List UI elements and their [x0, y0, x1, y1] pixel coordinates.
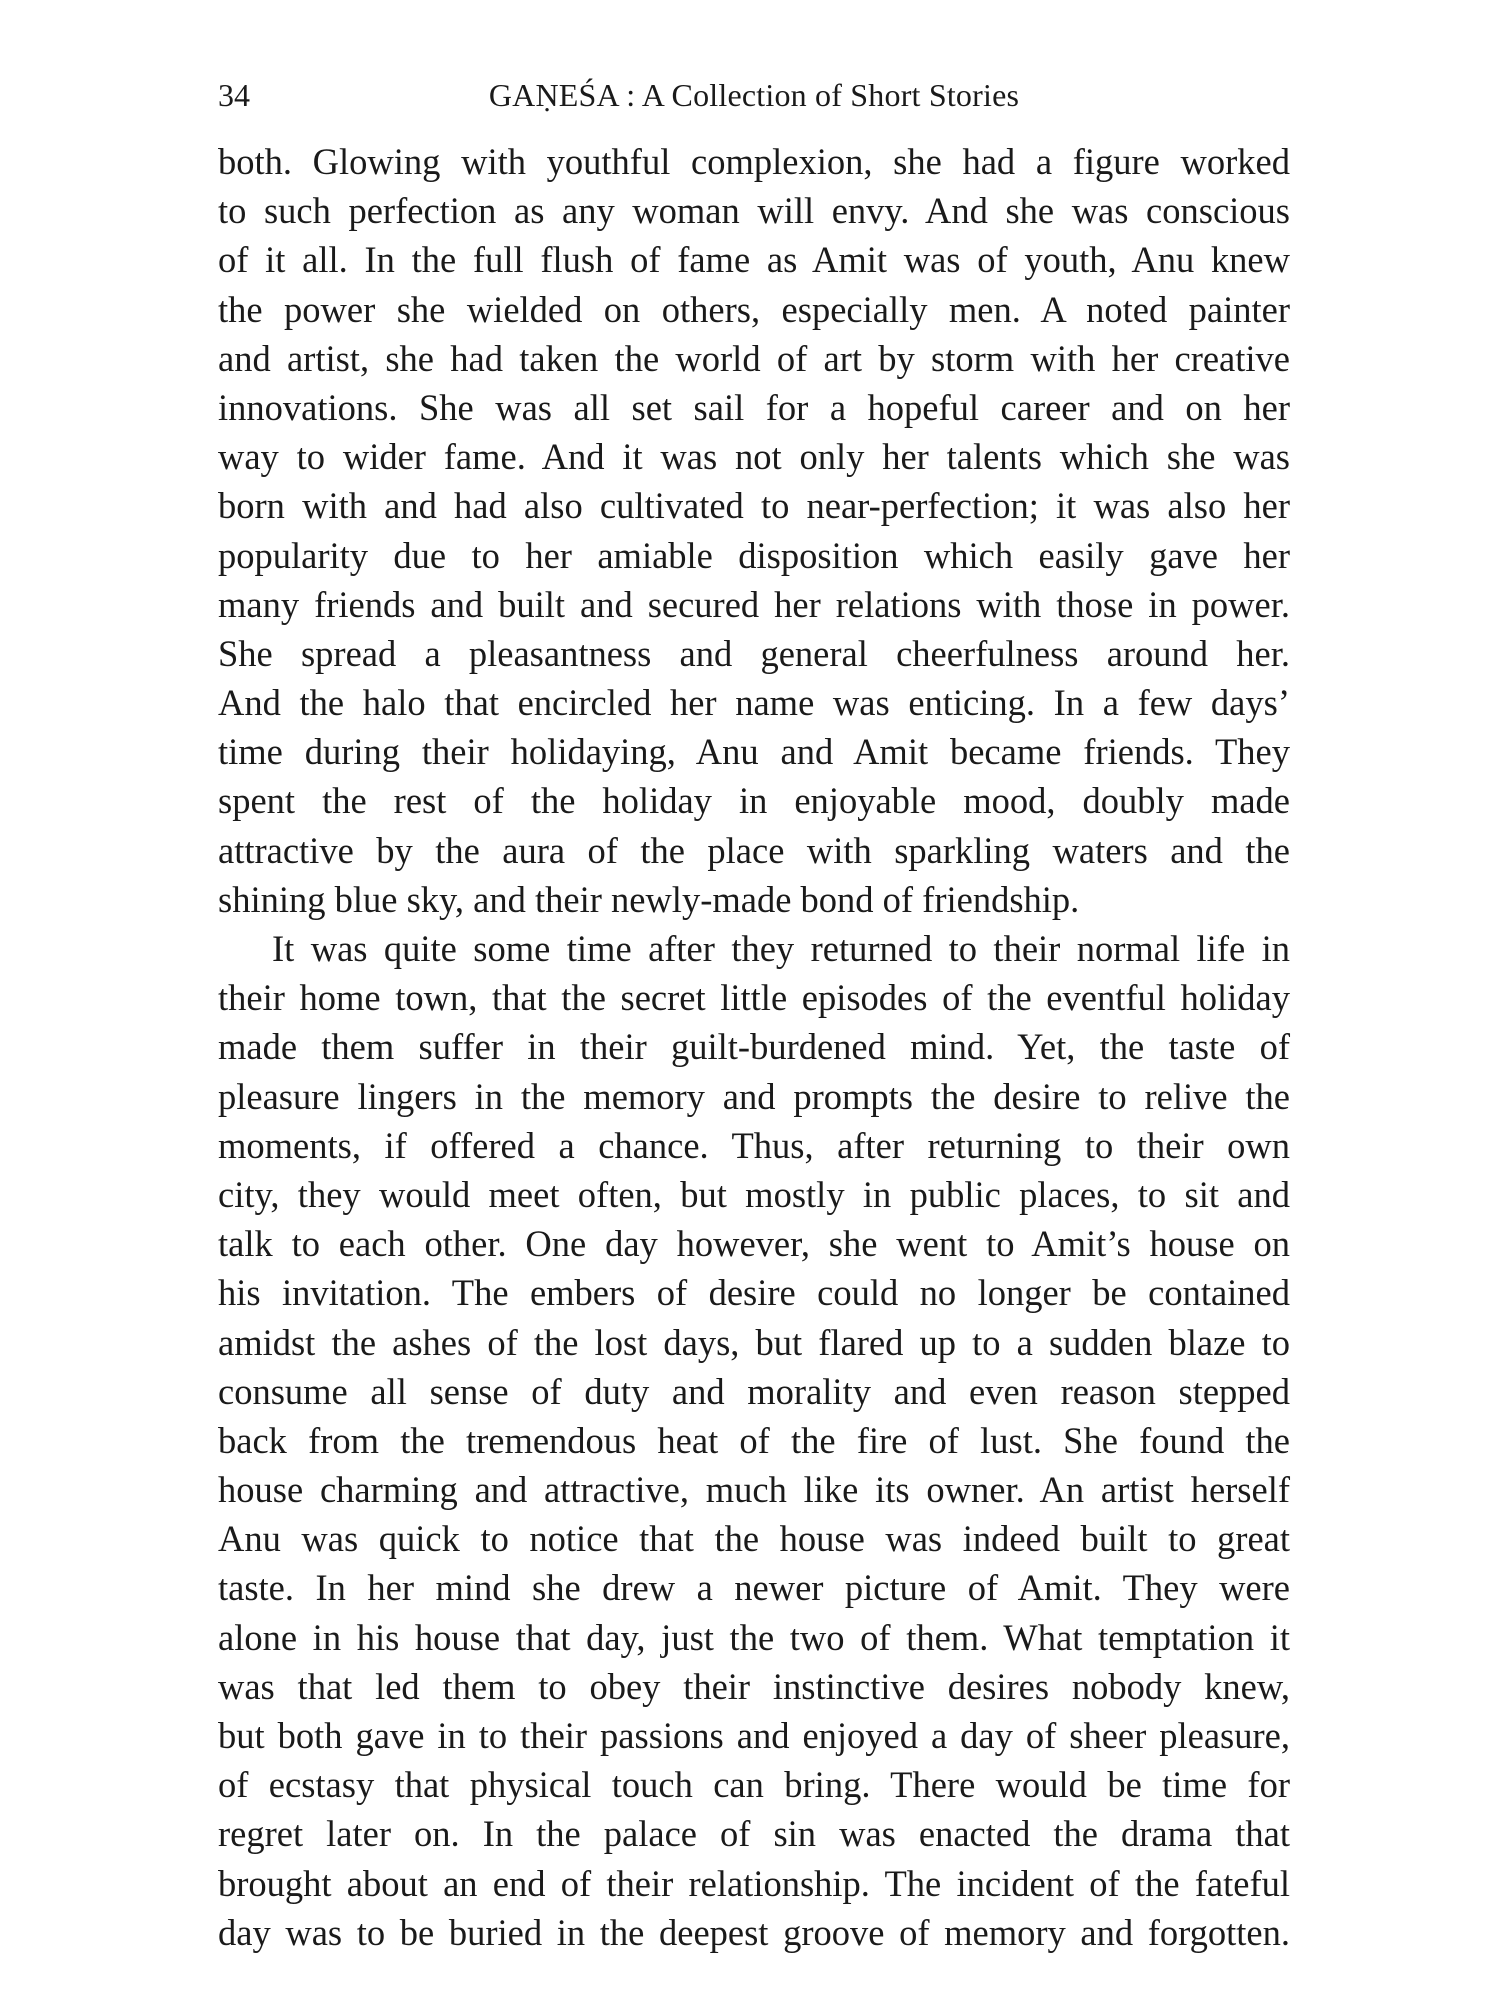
page-number: 34 [218, 77, 250, 113]
story-text [218, 137, 1290, 1957]
text-line: way to wider fame. And it was not only her talents which she was [218, 436, 1290, 478]
text-line: attractive by the aura of the place with sparkling waters and the [218, 829, 1290, 871]
text-line: time during their holidaying, Anu and Amit became friends. They [218, 731, 1290, 773]
text-line: shining blue sky, and their newly-made bond of friendship. [218, 878, 1080, 920]
text-line: And the halo that encircled her name was enticing. In a few days’ [218, 682, 1290, 724]
text-line: spent the rest of the holiday in enjoyable mood, doubly made [218, 780, 1290, 822]
running-title: GAṆEŚA : A Collection of Short Stories [488, 77, 1020, 113]
text-line: innovations. She was all set sail for a hopeful career and on her [218, 386, 1290, 428]
text-line: amidst the ashes of the lost days, but flared up to a sudden blaze to [218, 1321, 1290, 1363]
text-line: his invitation. The embers of desire could no longer be contained [218, 1272, 1290, 1314]
text-line: consume all sense of duty and morality and even reason stepped [218, 1370, 1290, 1412]
text-line: It was quite some time after they returned to their normal life in [272, 928, 1290, 969]
text-line: moments, if offered a chance. Thus, after returning to their own [218, 1124, 1290, 1166]
text-line: the power she wielded on others, especially men. A noted painter [218, 288, 1290, 330]
text-line: and artist, she had taken the world of art by storm with her creative [218, 337, 1290, 379]
paragraph-1 [218, 137, 1290, 924]
paragraph-2 [218, 924, 1290, 1957]
text-line: She spread a pleasantness and general cheerfulness around her. [218, 632, 1290, 674]
text-line: alone in his house that day, just the two of them. What temptation it [218, 1616, 1290, 1658]
text-line: of ecstasy that physical touch can bring. There would be time for [218, 1764, 1290, 1806]
text-line: many friends and built and secured her relations with those in power. [218, 583, 1290, 625]
text-line: but both gave in to their passions and enjoyed a day of sheer pleasure, [218, 1715, 1290, 1756]
text-line: was that led them to obey their instinctive desires nobody knew, [218, 1665, 1290, 1707]
text-line: brought about an end of their relationship. The incident of the fateful [218, 1862, 1290, 1904]
text-line: Anu was quick to notice that the house was indeed built to great [218, 1518, 1290, 1560]
text-line: of it all. In the full flush of fame as Amit was of youth, Anu knew [218, 239, 1290, 281]
page-header [218, 70, 1290, 120]
text-line: regret later on. In the palace of sin was enacted the drama that [218, 1813, 1290, 1855]
text-line: back from the tremendous heat of the fire of lust. She found the [218, 1419, 1290, 1461]
text-line: made them suffer in their guilt-burdened mind. Yet, the taste of [218, 1026, 1290, 1068]
text-line: house charming and attractive, much like its owner. An artist herself [218, 1469, 1290, 1511]
text-line: city, they would meet often, but mostly in public places, to sit and [218, 1173, 1290, 1215]
text-line: day was to be buried in the deepest groove of memory and forgotten. [218, 1911, 1290, 1953]
text-line: their home town, that the secret little episodes of the eventful holiday [218, 977, 1290, 1019]
text-line: taste. In her mind she drew a newer picture of Amit. They were [218, 1567, 1290, 1609]
text-line: to such perfection as any woman will envy. And she was conscious [218, 190, 1290, 232]
text-line: pleasure lingers in the memory and prompts the desire to relive the [218, 1075, 1290, 1117]
text-line: born with and had also cultivated to near-perfection; it was also her [218, 485, 1290, 527]
text-line: talk to each other. One day however, she went to Amit’s house on [218, 1223, 1290, 1265]
text-line: popularity due to her amiable disposition which easily gave her [218, 534, 1290, 576]
text-line: both. Glowing with youthful complexion, she had a figure worked [218, 141, 1290, 182]
